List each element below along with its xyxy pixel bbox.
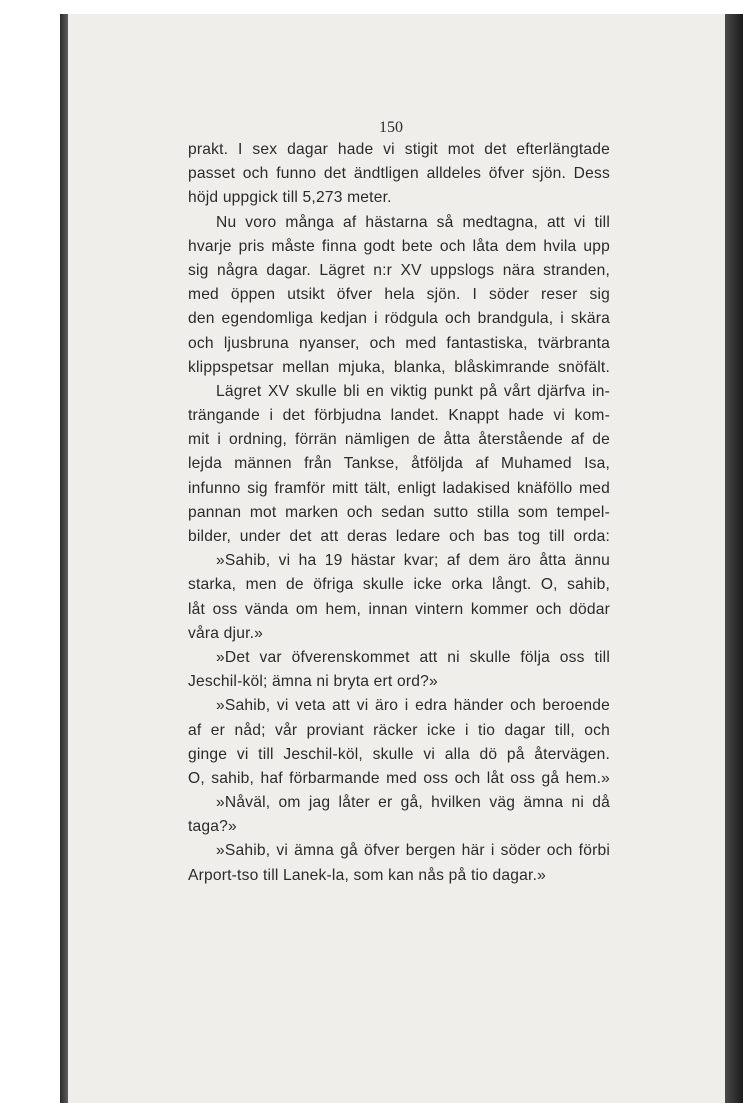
text-line: prakt. I sex dagar hade vi stigit mot det efterlängtade xyxy=(188,141,610,158)
text-line: Arport-tso till Lanek-la, som kan nås på tio dagar.» xyxy=(188,866,546,884)
text-line: Jeschil-köl; ämna ni bryta ert ord?» xyxy=(188,673,438,691)
text-line: »Det var öfverenskommet att ni skulle följa oss till xyxy=(216,648,610,666)
text-line: »Sahib, vi veta att vi äro i edra händer och beroende xyxy=(216,697,610,715)
text-line: med öppen utsikt öfver hela sjön. I söder reser sig xyxy=(188,286,610,304)
text-line: O, sahib, haf förbarmande med oss och låt oss gå hem.» xyxy=(188,769,610,787)
text-line: ginge vi till Jeschil-köl, skulle vi alla dö på återvägen. xyxy=(188,745,610,763)
text-line: låt oss vända om hem, innan vintern kommer och dödar xyxy=(188,600,610,618)
text-line: pannan mot marken och sedan sutto stilla som tempel- xyxy=(188,503,610,521)
text-line: sig några dagar. Lägret n:r XV uppslogs nära stranden, xyxy=(188,261,610,279)
text-line: Nu voro många af hästarna så medtagna, att vi till xyxy=(216,213,610,231)
text-line: passet och funno det ändtligen alldeles öfver sjön. Dess xyxy=(188,165,610,183)
text-line: »Sahib, vi ha 19 hästar kvar; af dem äro åtta ännu xyxy=(216,552,610,570)
text-line: bilder, under det att deras ledare och bas tog till orda: xyxy=(188,528,610,545)
text-line: mit i ordning, förrän nämligen de åtta återstående af de xyxy=(188,431,610,449)
text-line: hvarje pris måste finna godt bete och låta dem hvila upp xyxy=(188,237,610,255)
text-line: höjd uppgick till 5,273 meter. xyxy=(188,189,392,207)
text-line: starka, men de öfriga skulle icke orka långt. O, sahib, xyxy=(188,576,610,594)
text-line: och ljusbruna nyanser, och med fantastiska, tvärbranta xyxy=(188,334,610,352)
page-number: 150 xyxy=(379,119,403,136)
text-line: af er nåd; vår proviant räcker icke i tio dagar till, och xyxy=(188,721,610,739)
text-line: Lägret XV skulle bli en viktig punkt på vårt djärfva in- xyxy=(216,382,610,400)
text-line: infunno sig framför mitt tält, enligt ladakised knäföllo med xyxy=(188,479,610,497)
text-line: taga?» xyxy=(188,818,237,836)
text-line: den egendomliga kedjan i rödgula och brandgula, i skära xyxy=(188,310,610,328)
text-line: klippspetsar mellan mjuka, blanka, blåskimrande snöfält. xyxy=(188,358,610,376)
text-line: trängande i det förbjudna landet. Knappt hade vi kom- xyxy=(188,407,610,425)
text-line: våra djur.» xyxy=(188,624,264,642)
text-line: »Sahib, vi ämna gå öfver bergen här i söder och förbi xyxy=(216,842,610,860)
text-line: »Nåväl, om jag låter er gå, hvilken väg ämna ni då xyxy=(216,794,610,812)
page-edge-shadow xyxy=(725,14,743,1103)
scan-top-margin xyxy=(0,0,743,14)
text-line: lejda männen från Tankse, åtföljda af Muhamed Isa, xyxy=(188,455,610,473)
body-text xyxy=(188,138,610,888)
